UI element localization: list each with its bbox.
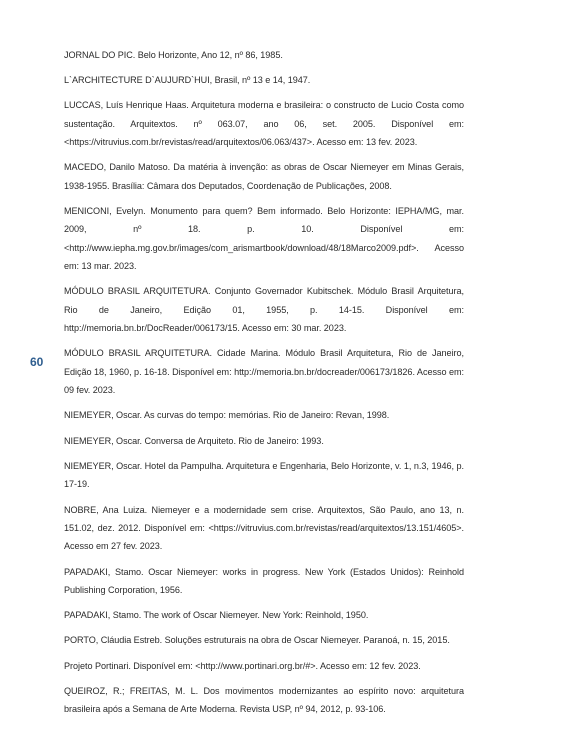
reference-item: MACEDO, Danilo Matoso. Da matéria à invenção: as obras de Oscar Niemeyer em Minas Gerais, 1938-1955. Brasília: Câmara dos Deputados, Coordenação de Publicações, 2008.: [64, 162, 464, 191]
reference-item: NIEMEYER, Oscar. Conversa de Arquiteto. Rio de Janeiro: 1993.: [64, 435, 324, 446]
reference-item: PAPADAKI, Stamo. The work of Oscar Niemeyer. New York: Reinhold, 1950.: [64, 610, 369, 621]
reference-item: NIEMEYER, Oscar. Hotel da Pampulha. Arquitetura e Engenharia, Belo Horizonte, v. 1, n.3, 1946, p. 17-19.: [64, 460, 464, 490]
reference-item: LUCCAS, Luís Henrique Haas. Arquitetura moderna e brasileira: o constructo de Lucio Costa como sustentação. Arquitextos. nº 063.07, ano 06, set. 2005. Disponível em: <https://vitruvius.com.br/revistas/read/arquitextos/06.063/437>. Acesso em: 13 fev. 2023.: [64, 100, 464, 148]
reference-item: MÓDULO BRASIL ARQUITETURA. Conjunto Governador Kubitschek. Módulo Brasil Arquitetura, Rio de Janeiro, Edição 01, 1955, p. 14-15. Disponível em: http://memoria.bn.br/DocReader/006173/15. Acesso em: 30 mar. 2023.: [64, 286, 464, 334]
reference-item: L`ARCHITECTURE D`AUJURD`HUI, Brasil, nº 13 e 14, 1947.: [64, 75, 311, 86]
reference-item: QUEIROZ, R.; FREITAS, M. L. Dos movimentos modernizantes ao espírito novo: arquitetura brasileira após a Semana de Arte Moderna. Revista USP, nº 94, 2012, p. 93-106.: [64, 685, 464, 715]
reference-item: MENICONI, Evelyn. Monumento para quem? Bem informado. Belo Horizonte: IEPHA/MG, mar. 2009, nº 18. p. 10. Disponível em: <http://www.iepha.mg.gov.br/images/com_arismartbook/download/48/18Marco2009.pdf>. Acesso em: 13 mar. 2023.: [64, 206, 464, 272]
reference-list: [64, 46, 464, 725]
reference-item: PAPADAKI, Stamo. Oscar Niemeyer: works in progress. New York (Estados Unidos): Reinhold Publishing Corporation, 1956.: [64, 566, 464, 595]
reference-item: JORNAL DO PIC. Belo Horizonte, Ano 12, nº 86, 1985.: [64, 50, 283, 60]
reference-item: MÓDULO BRASIL ARQUITETURA. Cidade Marina. Módulo Brasil Arquitetura, Rio de Janeiro, Edição 18, 1960, p. 16-18. Disponível em: http://memoria.bn.br/docreader/006173/1826. Acesso em: 09 fev. 2023.: [64, 348, 464, 396]
reference-item: Projeto Portinari. Disponível em: <http://www.portinari.org.br/#>. Acesso em: 12 fev. 2023.: [64, 660, 421, 671]
reference-item: PORTO, Cláudia Estreb. Soluções estruturais na obra de Oscar Niemeyer. Paranoá, n. 15, 2015.: [64, 635, 450, 646]
reference-item: NOBRE, Ana Luiza. Niemeyer e a modernidade sem crise. Arquitextos, São Paulo, ano 13, n. 151.02, dez. 2012. Disponível em: <https://vitruvius.com.br/revistas/read/arquitextos/13.151/4605>. Acesso em 27 fev. 2023.: [64, 504, 464, 552]
reference-item: NIEMEYER, Oscar. As curvas do tempo: memórias. Rio de Janeiro: Revan, 1998.: [64, 410, 390, 421]
page-number: 60: [30, 355, 44, 369]
